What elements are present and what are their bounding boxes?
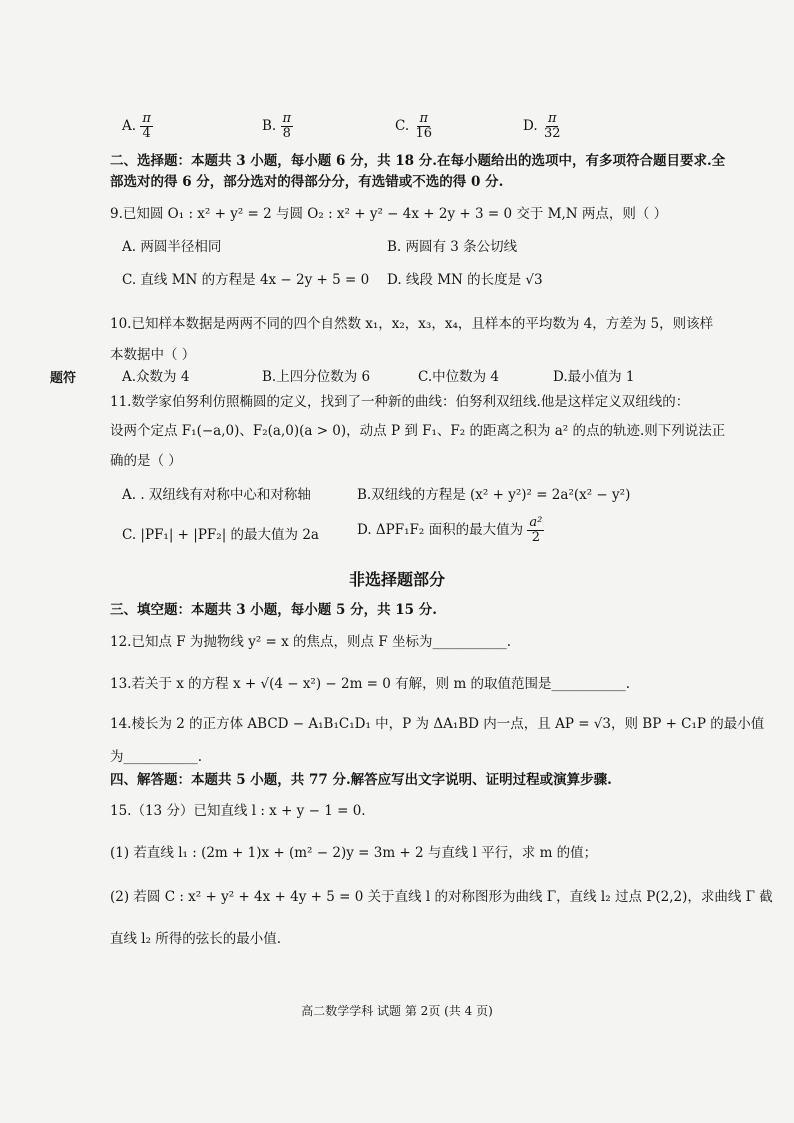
- q15-part2-line2: 直线 l₂ 所得的弦长的最小值.: [110, 931, 282, 947]
- q8-option-a: A. $\frac{\pi}{4}$: [122, 111, 151, 141]
- q11-line2: 设两个定点 F₁(−a,0)、F₂(a,0)(a > 0)，动点 P 到 F₁、F₂ 的距离之积为 a² 的点的轨迹.则下列说法正: [110, 423, 726, 439]
- section2-line1: 二、选择题：本题共 3 小题，每小题 6 分，共 18 分.在每小题给出的选项中，有多项符合题目要求.全: [110, 153, 726, 169]
- q11-line1: 11.数学家伯努利仿照椭圆的定义，找到了一种新的曲线：伯努利双纽线.他是这样定义双纽线的：: [110, 394, 690, 410]
- section2-line2: 部选对的得 6 分，部分选对的得部分分，有选错或不选的得 0 分.: [110, 174, 504, 190]
- q9-stem: 9.已知圆 O₁ : x² + y² = 2 与圆 O₂ : x² + y² − 4x + 2y + 3 = 0 交于 M,N 两点，则（ ）: [110, 206, 668, 222]
- section3-heading: 三、填空题：本题共 3 小题，每小题 5 分，共 15 分.: [110, 602, 437, 618]
- q11-option-b: B.双纽线的方程是 (x² + y²)² = 2a²(x² − y²): [357, 487, 631, 503]
- q11-option-d: D. ΔPF₁F₂ 面积的最大值为 $\frac{\text{a²}}{2}$: [357, 515, 543, 545]
- fraction: $\frac{\pi}{8}$: [282, 111, 292, 141]
- q14-line2: 为___________.: [110, 749, 203, 765]
- fraction: $\frac{\pi}{4}$: [142, 111, 151, 141]
- q12: 12.已知点 F 为抛物线 y² = x 的焦点，则点 F 坐标为___________.: [110, 634, 512, 650]
- fraction: $\frac{\pi}{32}$: [543, 111, 561, 141]
- q9-option-b: B. 两圆有 3 条公切线: [387, 239, 518, 255]
- q11-option-c: C. |PF₁| + |PF₂| 的最大值为 2a: [122, 527, 319, 543]
- page-footer: 高二数学学科 试题 第 2页 (共 4 页): [301, 1004, 493, 1018]
- fraction: $\frac{\text{a²}}{2}$: [529, 515, 543, 545]
- q9-option-d: D. 线段 MN 的长度是 √3: [387, 272, 543, 288]
- q8-option-c: C. $\frac{\pi}{16}$: [395, 111, 432, 141]
- q11-line3: 确的是（ ）: [110, 453, 182, 469]
- q9-option-a: A. 两圆半径相同: [122, 239, 222, 255]
- q9-option-c: C. 直线 MN 的方程是 4x − 2y + 5 = 0: [122, 272, 370, 288]
- q10-option-b: B.上四分位数为 6: [262, 369, 371, 385]
- q10-line2: 本数据中（ ）: [110, 347, 196, 363]
- q10-line1: 10.已知样本数据是两两不同的四个自然数 x₁，x₂，x₃，x₄，且样本的平均数为 4，方差为 5，则该样: [110, 316, 714, 332]
- section4-heading: 四、解答题：本题共 5 小题，共 77 分.解答应写出文字说明、证明过程或演算步骤.: [110, 772, 612, 788]
- q10-option-a: A.众数为 4: [122, 369, 190, 385]
- q15-part1: (1) 若直线 l₁ : (2m + 1)x + (m² − 2)y = 3m + 2 与直线 l 平行，求 m 的值；: [110, 845, 598, 861]
- q13: 13.若关于 x 的方程 x + √(4 − x²) − 2m = 0 有解，则 m 的取值范围是___________.: [110, 676, 631, 692]
- q14-line1: 14.棱长为 2 的正方体 ABCD − A₁B₁C₁D₁ 中，P 为 ΔA₁BD 内一点，且 AP = √3，则 BP + C₁P 的最小值: [110, 716, 765, 732]
- q10-option-c: C.中位数为 4: [418, 369, 500, 385]
- q10-option-d: D.最小值为 1: [553, 369, 635, 385]
- fraction: $\frac{\pi}{16}$: [415, 111, 432, 141]
- side-margin-mark: 题符: [50, 371, 77, 386]
- q15-part2-line1: (2) 若圆 C : x² + y² + 4x + 4y + 5 = 0 关于直线 l 的对称图形为曲线 Γ，直线 l₂ 过点 P(2,2)，求曲线 Γ 截: [110, 889, 773, 905]
- q15-stem: 15.（13 分）已知直线 l : x + y − 1 = 0.: [110, 803, 366, 819]
- heading-nonchoice: 非选择题部分: [348, 570, 445, 589]
- q8-option-d: D. $\frac{\pi}{32}$: [523, 111, 561, 141]
- q8-option-b: B. $\frac{\pi}{8}$: [262, 111, 292, 141]
- q11-option-a: A. . 双纽线有对称中心和对称轴: [122, 487, 311, 503]
